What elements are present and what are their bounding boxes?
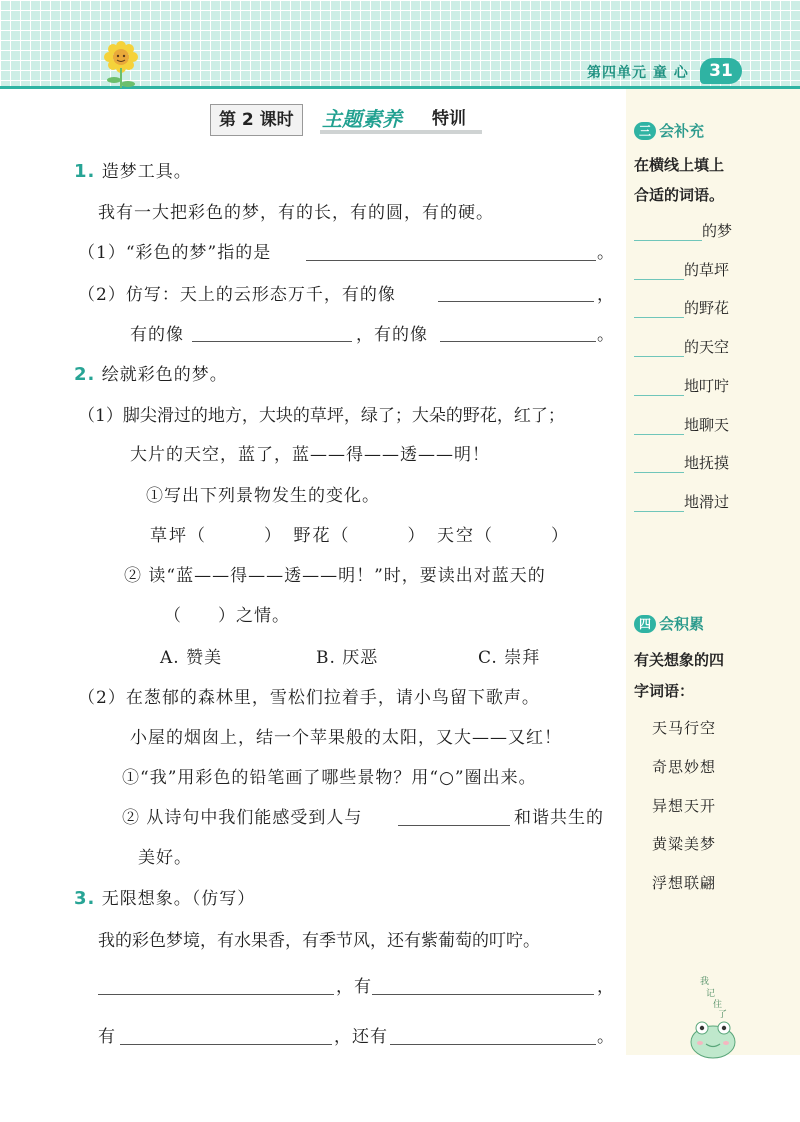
sidebar-fill-item[interactable]: 地叮咛 <box>634 375 729 396</box>
sidebar-fill-item[interactable]: 地聊天 <box>634 414 729 435</box>
section-title: 会补充 <box>659 122 705 140</box>
poem-line: 大片的天空，蓝了，蓝——得——透——明！ <box>130 445 490 465</box>
poem-line: （1）脚尖滑过的地方，大块的草坪，绿了；大朵的野花，红了； <box>78 406 565 426</box>
sidebar-section-3-heading <box>634 120 704 141</box>
answer-line-3-4[interactable] <box>390 1044 596 1045</box>
answer-line-1-1[interactable] <box>306 260 596 261</box>
question-3-heading <box>74 884 255 909</box>
frog-mascot-icon <box>686 970 740 1060</box>
lesson-number: 第 2 课时 <box>210 104 303 136</box>
question-1-heading <box>74 157 192 182</box>
question-1-part-2-label: （2）仿写：天上的云形态万千，有的像 <box>78 285 396 305</box>
section-title: 会积累 <box>659 615 705 633</box>
lesson-theme: 主题素养 <box>322 107 402 131</box>
question-1-title: 造梦工具。 <box>101 162 192 182</box>
sidebar-instruction: 有关想象的四 <box>634 651 725 669</box>
connector: 有 <box>98 1027 116 1047</box>
sub-question: 和谐共生的 <box>514 808 604 828</box>
example-sentence: 我的彩色梦境，有水果香，有季节风，还有紫葡萄的叮咛。 <box>98 931 540 951</box>
comma: ， <box>597 285 615 305</box>
answer-line-1-2c[interactable] <box>440 341 596 342</box>
answer-line-3-2[interactable] <box>372 994 594 995</box>
period: 。 <box>597 243 615 263</box>
answer-line-2-2[interactable] <box>398 825 510 826</box>
sidebar-instruction: 在横线上填上 <box>634 156 725 174</box>
idiom-item: 黄粱美梦 <box>652 835 717 853</box>
sub-question: ①“我”用彩色的铅笔画了哪些景物？用“○”圈出来。 <box>122 768 537 788</box>
connector: ，还有 <box>334 1027 388 1047</box>
sidebar-fill-item[interactable]: 地滑过 <box>634 491 729 512</box>
sunflower-icon <box>98 38 144 90</box>
section-number-badge: 四 <box>634 615 656 633</box>
unit-label: 第四单元 童 心 <box>587 65 689 81</box>
answer-line-1-2b[interactable] <box>192 341 352 342</box>
option-b[interactable]: B. 厌恶 <box>316 648 379 668</box>
page-number-badge: 31 <box>700 58 742 84</box>
period: 。 <box>597 1027 615 1047</box>
question-1-part-1-label: （1）“彩色的梦”指的是 <box>78 243 272 263</box>
sidebar-fill-item[interactable]: 的草坪 <box>634 259 729 280</box>
section-number-badge: 三 <box>634 122 656 140</box>
idiom-item: 奇思妙想 <box>652 758 717 776</box>
question-2-number: 2. <box>74 364 96 385</box>
svg-text:了: 了 <box>718 1010 728 1020</box>
question-2-title: 绘就彩色的梦。 <box>101 365 228 385</box>
poem-line: （2）在葱郁的森林里，雪松们拉着手，请小鸟留下歌声。 <box>78 688 540 708</box>
svg-text:住: 住 <box>713 1000 723 1010</box>
question-1-poem: 我有一大把彩色的梦，有的长，有的圆，有的硬。 <box>98 203 494 223</box>
sub-question: ② 从诗句中我们能感受到人与 <box>122 808 363 828</box>
option-c[interactable]: C. 崇拜 <box>478 648 541 668</box>
sub-question: ② 读“蓝——得——透——明！”时，要读出对蓝天的 <box>124 566 546 586</box>
svg-text:我: 我 <box>700 977 710 987</box>
sidebar-instruction: 合适的词语。 <box>634 186 725 204</box>
answer-bracket[interactable]: （ ）之情。 <box>164 606 290 626</box>
question-3-title: 无限想象。（仿写） <box>101 889 256 909</box>
sidebar-fill-item[interactable]: 地抚摸 <box>634 452 729 473</box>
sidebar-instruction: 字词语： <box>634 682 695 700</box>
comma: ， <box>597 977 615 997</box>
sidebar-fill-item[interactable]: 的野花 <box>634 297 729 318</box>
period: 。 <box>597 325 615 345</box>
sidebar-fill-item[interactable]: 的梦 <box>634 220 732 241</box>
sidebar-fill-item[interactable]: 的天空 <box>634 336 729 357</box>
poem-line: 小屋的烟囱上，结一个苹果般的太阳，又大——又红！ <box>130 728 562 748</box>
answer-line-3-1[interactable] <box>98 994 334 995</box>
sub-question: 美好。 <box>138 848 192 868</box>
you-de-xiang-label: 有的像 <box>130 325 184 345</box>
idiom-item: 浮想联翩 <box>652 874 717 892</box>
question-3-number: 3. <box>74 888 96 909</box>
lesson-subtitle: 特训 <box>432 109 466 129</box>
svg-text:记: 记 <box>706 989 716 999</box>
question-2-heading <box>74 360 228 385</box>
option-a[interactable]: A. 赞美 <box>160 648 223 668</box>
idiom-item: 天马行空 <box>652 719 717 737</box>
answer-line-1-2a[interactable] <box>438 301 594 302</box>
lesson-title <box>210 104 482 134</box>
idiom-item: 异想天开 <box>652 797 717 815</box>
sub-question: ①写出下列景物发生的变化。 <box>146 486 380 506</box>
connector: ，有 <box>336 977 372 997</box>
you-de-xiang-label-2: ，有的像 <box>356 325 428 345</box>
fill-in-brackets[interactable]: 草坪（ ） 野花（ ） 天空（ ） <box>150 526 570 546</box>
answer-line-3-3[interactable] <box>120 1044 332 1045</box>
question-1-number: 1. <box>74 161 96 182</box>
sidebar-section-4-heading <box>634 613 704 634</box>
